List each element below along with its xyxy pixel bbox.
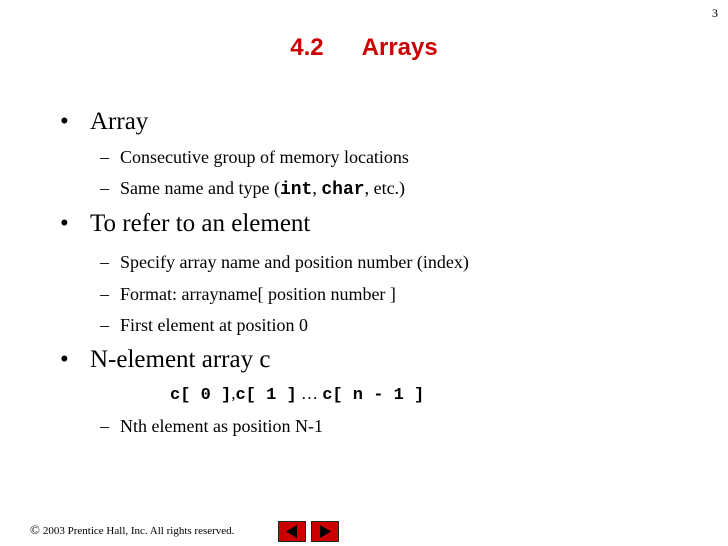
code-char: char — [321, 180, 365, 200]
dash-icon: – — [100, 284, 109, 304]
code-second-element: c[ 1 ] — [235, 386, 297, 405]
sub-item-text-prefix: Same name and type ( — [120, 178, 280, 198]
sub-item — [100, 146, 409, 168]
copyright-text: 2003 Prentice Hall, Inc. All rights reserved. — [42, 525, 235, 537]
bullet-dot: • — [60, 108, 69, 135]
dash-icon: – — [100, 178, 109, 198]
sub-item-text-suffix: , etc.) — [364, 178, 406, 198]
sub-item — [100, 251, 469, 273]
sub-item — [100, 177, 405, 201]
sub-item-text: Specify array name and position number (index) — [120, 252, 469, 272]
array-elements-code — [170, 383, 424, 407]
page-title — [0, 34, 728, 62]
sub-item-text-mid: , — [312, 178, 322, 198]
sub-item — [100, 283, 396, 305]
code-first-element: c[ 0 ] — [170, 386, 232, 405]
bullet-dot: • — [60, 210, 69, 237]
dash-icon: – — [100, 416, 109, 436]
sub-item-text: First element at position 0 — [120, 315, 308, 335]
sub-item-text: Nth element as position N-1 — [120, 416, 323, 436]
right-triangle-icon — [319, 525, 331, 538]
bullet-label: Array — [90, 108, 149, 135]
section-title: Arrays — [361, 34, 438, 61]
dash-icon: – — [100, 315, 109, 335]
previous-slide-button[interactable] — [278, 521, 306, 542]
section-number: 4.2 — [290, 34, 324, 61]
page-number: 3 — [712, 6, 718, 20]
code-last-element: c[ n - 1 ] — [322, 386, 425, 405]
bullet-array — [60, 107, 148, 137]
footer-copyright — [30, 522, 234, 538]
bullet-refer-element — [60, 209, 310, 239]
slide-navigation — [278, 521, 339, 542]
dash-icon: – — [100, 252, 109, 272]
sub-item-text: Consecutive group of memory locations — [120, 147, 409, 167]
sub-item — [100, 314, 308, 336]
copyright-icon: © — [30, 522, 40, 537]
left-triangle-icon — [286, 525, 298, 538]
code-separator: , — [231, 384, 236, 403]
dash-icon: – — [100, 147, 109, 167]
code-int: int — [279, 180, 313, 200]
bullet-dot: • — [60, 346, 69, 373]
next-slide-button[interactable] — [311, 521, 339, 542]
bullet-n-element-array — [60, 345, 270, 375]
bullet-label: N-element array c — [90, 346, 271, 373]
code-ellipsis: … — [296, 384, 323, 403]
sub-item — [100, 415, 323, 437]
sub-item-text: Format: arrayname[ position number ] — [120, 284, 396, 304]
bullet-label: To refer to an element — [90, 210, 311, 237]
